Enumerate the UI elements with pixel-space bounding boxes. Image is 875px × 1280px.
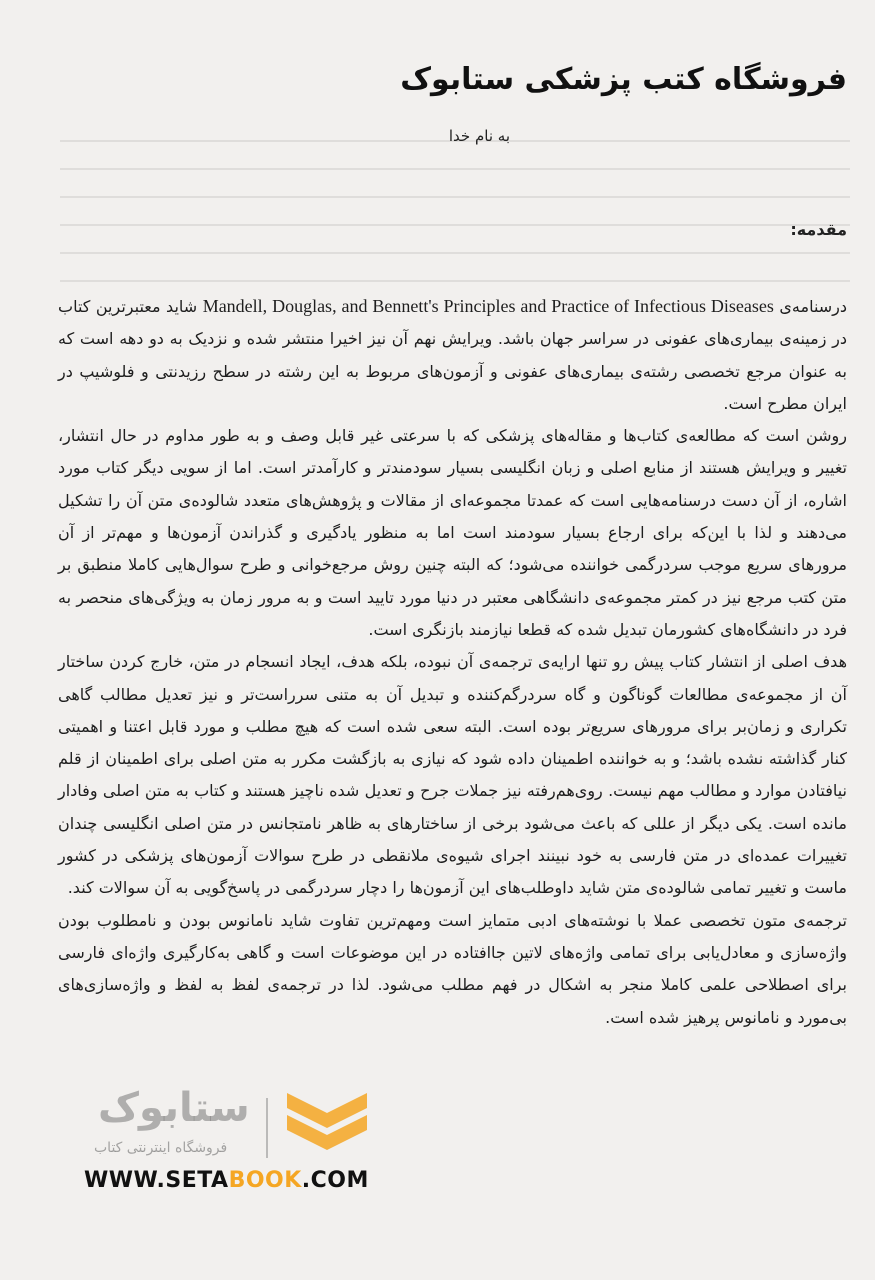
paragraph-3: هدف اصلی از انتشار کتاب پیش رو تنها ارایه‌ی ترجمه‌ی آن نبوده، بلکه هدف، ایجاد انسجام در متن، خارج کردن ساختار آن از مجموعه‌ی مطالعات گوناگون و گاه سردرگم‌کننده و تبدیل آن به متنی سرراست‌تر و نیز تعدیل مطالب گاهی تکراری و زمان‌بر برای مرورهای سریع‌تر بوده است. البته سعی شده است که هیچ مطلب و مورد قابل اعتنا و اهمیتی کنار گذاشته نشده باشد؛ و به خواننده اطمینان داده شود که نیازی به بازگشت مکرر به متن اصلی برای اطمینان از قلم نیافتادن موارد و مطالب مهم نیست. روی‌هم‌رفته نیز جملات جرح و تعدیل شده ناچیز هستند و کتاب به متن اصلی وفادار مانده است. یکی دیگر از عللی که باعث می‌شود برخی از ساختارهای به ظاهر نامتجانس در متن اصلی انگلیسی چندان تغییرات عمده‌ای در متن فارسی به خود نبینند اجرای شیوه‌ی ملانقطی در طرح سوالات آزمون‌های پزشکی در کشور ماست و تغییر تمامی شالوده‌ی متن شاید داوطلب‌های این آزمون‌ها را دچار سردرگمی در پاسخ‌گویی به آن سوالات کند. xyxy=(58,652,847,898)
watermark-divider xyxy=(266,1098,268,1158)
page-header-title: فروشگاه کتب پزشکی ستابوک xyxy=(400,62,847,97)
setabook-watermark xyxy=(70,1080,370,1200)
section-heading: مقدمه: xyxy=(790,220,847,239)
basmala: به نام خدا xyxy=(448,127,510,145)
watermark-url-accent: BOOK xyxy=(228,1168,302,1193)
watermark-url xyxy=(84,1168,369,1193)
paragraph-4: ترجمه‌ی متون تخصصی عملا با نوشته‌های ادبی متمایز است ومهم‌ترین تفاوت شاید نامانوس بودن و نامطلوب بودن واژه‌سازی و معادل‌یابی برای تمامی واژه‌های لاتین جاافتاده در این موضوعات است و گاهی به‌کارگیری واژه‌ای فارسی برای اصطلاحی علمی کاملا منجر به اشکال در فهم مطلب می‌شود. لذا در ترجمه‌ی لفظ به لفظ و واژه‌سازی‌های بی‌مورد و نامانوس پرهیز شده است. xyxy=(58,910,847,1027)
body-text xyxy=(58,290,847,1034)
watermark-url-suffix: .COM xyxy=(301,1168,369,1193)
paragraph-2: روشن است که مطالعه‌ی کتاب‌ها و مقاله‌های پزشکی که با سرعتی غیر قابل وصف و به طور مداوم در حال انتشار، تغییر و ویرایش هستند از منابع اصلی و زبان انگلیسی بسیار سودمندتر و کارآمدتر است. اما از سویی دیگر کتاب مورد اشاره، از آن دست درسنامه‌هایی است که عمدتا مجموعه‌ای از مقالات و پژوهش‌های متعدد شالوده‌ی متن آن را تشکیل می‌دهند و لذا با این‌که برای ارجاع بسیار سودمند است اما به منظور یادگیری و گذراندن آزمون‌ها و مهم‌تر از آن مرورهای سریع موجب سردرگمی خواننده می‌شود؛ که البته چنین روش مرجع‌خوانی و طرح سوال‌هایی کاملا منطبق بر متن کتب مرجع نیز در کمتر مجموعه‌ی دانشگاهی معتبر در دنیا مورد تایید است و به مرور زمان به ویژگی‌های منحصر به فرد در دانشگاه‌های کشورمان تبدیل شده که قطعا نیازمند بازنگری است. xyxy=(58,426,847,639)
watermark-subtitle: فروشگاه اینترنتی کتاب xyxy=(94,1140,228,1156)
bleed-through-texture xyxy=(60,140,850,290)
book-title-latin: Mandell, Douglas, and Bennett's Principles and Practice of Infectious Diseases xyxy=(202,296,774,316)
paragraph-1 xyxy=(58,290,847,420)
paragraph-1-lead: درسنامه‌ی xyxy=(779,297,848,316)
watermark-brand: ستابوک xyxy=(98,1085,250,1131)
stacked-chevrons-logo-icon xyxy=(282,1088,372,1158)
watermark-url-prefix: WWW.SETA xyxy=(84,1168,229,1193)
paragraph-1-rest: شاید معتبرترین کتاب در زمینه‌ی بیماری‌های عفونی در سراسر جهان باشد. ویرایش نهم آن نیز اخیرا منتشر شده و نزدیک به دو دهه است که به عنوان مرجع تخصصی رشته‌ی بیماری‌های عفونی و آزمون‌های مربوط به این رشته در سطح رزیدنتی و فلوشیپ در ایران مطرح است. xyxy=(58,297,847,413)
